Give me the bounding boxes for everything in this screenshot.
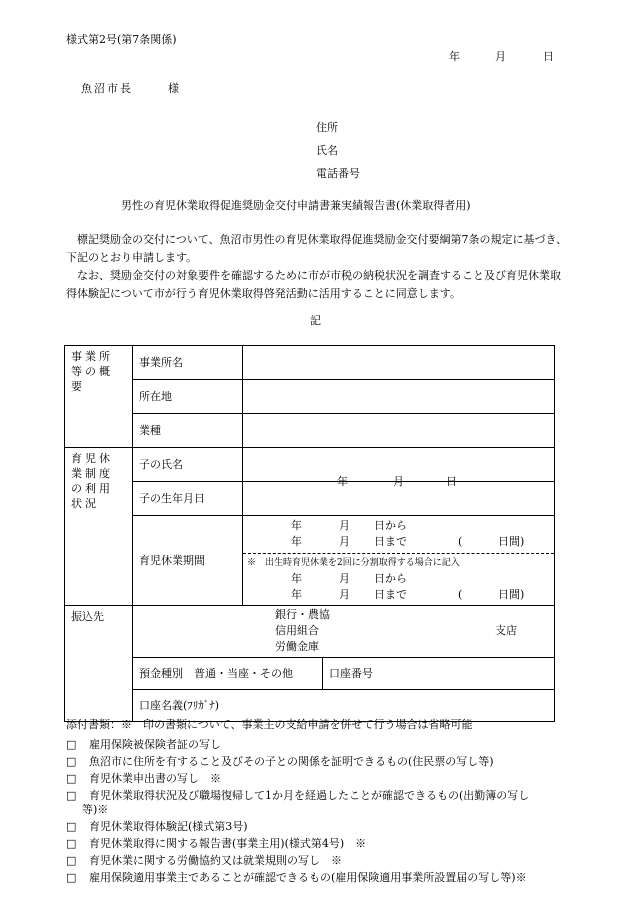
bank-type-1: 銀行・農協 — [275, 608, 330, 621]
period2-month: 月 — [339, 572, 350, 585]
period2-year: 年 — [291, 572, 302, 585]
account-number-label: 口座番号 — [323, 658, 555, 690]
attachment-item — [66, 755, 494, 769]
section-office-overview: 事業所等の概要 — [65, 346, 133, 448]
attachment-item-label: 雇用保険適用事業主であることが確認できるもの(雇用保険適用事業所設置届の写し等)※ — [89, 871, 527, 884]
office-name-field[interactable] — [243, 346, 555, 380]
attachment-item — [66, 738, 221, 752]
attachment-item-label: 育児休業に関する労働協約又は就業規則の写し ※ — [89, 854, 342, 867]
attachments-header: 添付書類：※ 印の書類について、事業主の支給申請を併せて行う場合は省略可能 — [66, 718, 473, 731]
checkbox[interactable]: □ — [66, 789, 77, 802]
checkbox[interactable]: □ — [66, 837, 77, 850]
birth-month-label: 月 — [393, 475, 404, 488]
attachment-item — [66, 789, 529, 803]
attachment-item-label: 雇用保険被保険者証の写し — [89, 738, 221, 751]
attachment-item-label: 育児休業取得に関する報告書(事業主用)(様式第4号) ※ — [89, 837, 367, 850]
body-paragraph-2: なお、奨励金交付の対象要件を確認するために市が市税の納税状況を調査すること及び育児休業取得体験記について市が行う育児休業取得啓発活動に活用することに同意します。 — [66, 269, 561, 300]
branch-label: 支店 — [495, 624, 517, 637]
child-birth-field[interactable] — [243, 475, 555, 516]
checkbox[interactable]: □ — [66, 871, 77, 884]
period1-paren: ( — [458, 535, 463, 548]
attachment-item-label: 育児休業取得体験記(様式第3号) — [89, 820, 248, 833]
applicant-name-label: 氏名 — [316, 144, 338, 157]
leave-period-label: 育児休業期間 — [133, 516, 243, 606]
checkbox[interactable]: □ — [66, 820, 77, 833]
application-table — [64, 345, 555, 722]
form-number: 様式第2号(第7条関係) — [66, 33, 177, 46]
location-label: 所在地 — [133, 380, 243, 414]
period2-month-end: 月 — [339, 588, 350, 601]
document-title: 男性の育児休業取得促進奨励金交付申請書兼実績報告書(休業取得者用) — [121, 199, 471, 212]
ki-heading: 記 — [310, 314, 321, 327]
date-month-label: 月 — [495, 50, 506, 63]
period2-days: 日間) — [498, 588, 525, 601]
split-divider — [243, 553, 554, 554]
child-name-label: 子の氏名 — [133, 448, 243, 482]
child-birth-label: 子の生年月日 — [133, 482, 243, 516]
birth-day-label: 日 — [446, 475, 457, 488]
section-leave-usage: 育児休業制度の利用状況 — [65, 448, 133, 606]
applicant-address-label: 住所 — [316, 121, 338, 134]
account-name-label: 口座名義(ﾌﾘｶﾞﾅ) — [133, 690, 555, 722]
addressee-suffix: 様 — [168, 82, 179, 95]
applicant-phone-label: 電話番号 — [316, 167, 360, 180]
bank-type-2: 信用組合 — [275, 624, 319, 637]
location-field[interactable] — [243, 380, 555, 414]
attachment-item-label: 育児休業取得状況及び職場復帰して1か月を経過したことが確認できるもの(出勤簿の写し — [89, 789, 530, 802]
attachment-item-continuation: 等)※ — [82, 803, 109, 816]
bank-field[interactable] — [133, 606, 555, 658]
attachment-item — [66, 854, 342, 868]
bank-type-3: 労働金庫 — [275, 640, 319, 653]
period2-year-end: 年 — [291, 588, 302, 601]
industry-field[interactable] — [243, 414, 555, 448]
period1-days: 日間) — [498, 535, 525, 548]
attachment-item-label: 魚沼市に住所を有すること及びその子との関係を証明できるもの(住民票の写し等) — [89, 755, 494, 768]
deposit-type-label: 預金種別 普通・当座・その他 — [133, 658, 323, 690]
period1-year: 年 — [291, 519, 302, 532]
office-name-label: 事業所名 — [133, 346, 243, 380]
checkbox[interactable]: □ — [66, 738, 77, 751]
attachment-item-label: 育児休業申出書の写し ※ — [89, 772, 221, 785]
date-year-label: 年 — [449, 50, 460, 63]
period2-paren: ( — [458, 588, 463, 601]
checkbox[interactable]: □ — [66, 755, 77, 768]
period2-from: 日から — [374, 572, 407, 585]
industry-label: 業種 — [133, 414, 243, 448]
body-paragraph-1: 標記奨励金の交付について、魚沼市男性の育児休業取得促進奨励金交付要綱第7条の規定に基づき、下記のとおり申請します。 — [66, 233, 568, 264]
attachment-item — [66, 871, 527, 885]
birth-year-label: 年 — [337, 475, 348, 488]
period2-until: 日まで — [374, 588, 407, 601]
leave-period-field[interactable] — [243, 516, 555, 606]
period1-month-end: 月 — [339, 535, 350, 548]
period1-from: 日から — [374, 519, 407, 532]
period1-until: 日まで — [374, 535, 407, 548]
attachment-item — [66, 820, 248, 834]
split-note: ※ 出生時育児休業を2回に分割取得する場合に記入 — [247, 558, 460, 568]
checkbox[interactable]: □ — [66, 854, 77, 867]
attachment-item — [66, 772, 221, 786]
addressee: 魚沼市長 — [81, 82, 133, 95]
date-day-label: 日 — [543, 50, 554, 63]
period1-year-end: 年 — [291, 535, 302, 548]
section-bank: 振込先 — [65, 606, 133, 722]
period1-month: 月 — [339, 519, 350, 532]
checkbox[interactable]: □ — [66, 772, 77, 785]
attachment-item — [66, 837, 366, 851]
